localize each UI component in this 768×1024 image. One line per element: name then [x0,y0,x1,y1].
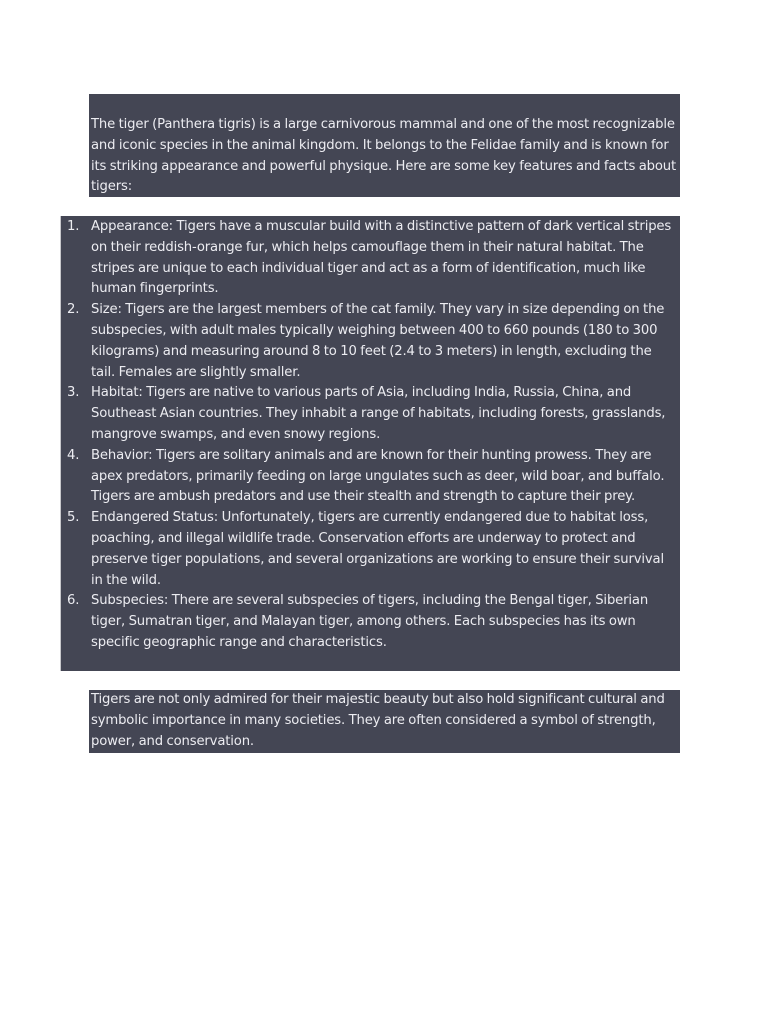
list-item-text: Habitat: Tigers are native to various parts of Asia, including India, Russia, China, and Southeast Asian countries. They inhabit a range of habitats, including forests, grasslands, mangrove swamps, and even snowy regions. [91,385,666,442]
list-item [61,217,678,300]
intro-paragraph: The tiger (Panthera tigris) is a large carnivorous mammal and one of the most recognizable and iconic species in the animal kingdom. It belongs to the Felidae family and is known for its striking appearance and powerful physique. Here are some key features and facts about tigers: [91,117,677,195]
list-item [61,591,678,653]
list-item-text: Appearance: Tigers have a muscular build with a distinctive pattern of dark vertical stripes on their reddish-orange fur, which helps camouflage them in their natural habitat. The stripes are unique to each individual tiger and act as a form of identification, much like human fingerprints. [91,219,672,297]
list-item [61,508,678,591]
list-item-number: 5. [67,510,80,526]
list-item [61,446,678,508]
list-item [61,383,678,445]
list-item-text: Endangered Status: Unfortunately, tigers are currently endangered due to habitat loss, poaching, and illegal wildlife trade. Conservation efforts are underway to protect and preserve tiger populations, and several organizations are working to ensure their survival in the wild. [91,510,664,588]
intro-block [89,94,680,197]
list-item-number: 4. [67,447,80,463]
list-item-text: Size: Tigers are the largest members of the cat family. They vary in size depending on the subspecies, with adult males typically weighing between 400 to 660 pounds (180 to 300 kilograms) and measuring around 8 to 10 feet (2.4 to 3 meters) in length, excluding the tail. Females are slightly smaller. [91,302,665,380]
outro-block [89,690,680,753]
facts-list-block [60,216,680,671]
list-item-number: 1. [67,219,80,234]
list-item-number: 2. [67,302,80,318]
list-item-number: 3. [67,385,80,401]
list-item-text: Subspecies: There are several subspecies of tigers, including the Bengal tiger, Siberian tiger, Sumatran tiger, and Malayan tiger, among others. Each subspecies has its own specific geographic range and characteristics. [91,593,649,650]
list-item-text: Behavior: Tigers are solitary animals and are known for their hunting prowess. They are apex predators, primarily feeding on large ungulates such as deer, wild boar, and buffalo. Tigers are ambush predators and use their stealth and strength to capture their prey. [91,447,665,505]
facts-list [61,217,678,654]
list-item-number: 6. [67,593,80,609]
list-item [61,300,678,383]
outro-paragraph: Tigers are not only admired for their majestic beauty but also hold significant cultural and symbolic importance in many societies. They are often considered a symbol of strength, power, and conservation. [91,692,665,749]
